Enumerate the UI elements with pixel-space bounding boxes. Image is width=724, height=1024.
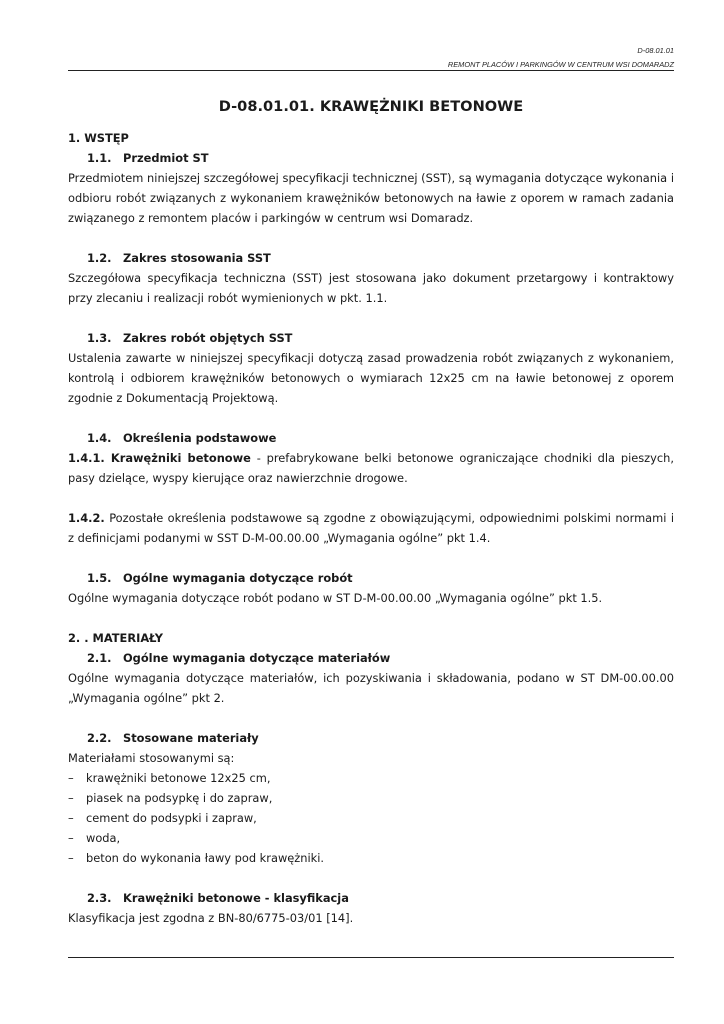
definition-text: - prefabrykowane belki betonowe ograniczające chodniki dla pieszych, pasy dzielące, wyspy kierujące oraz nawierzchnie drogowe. bbox=[68, 451, 674, 485]
subsection-1-2-text: Szczegółowa specyfikacja techniczna (SST) jest stosowana jako dokument przetargowy i kontraktowy przy zlecaniu i realizacji robót wymienionych w pkt. 1.1. bbox=[68, 271, 674, 305]
subsection-number: 2.3. bbox=[87, 891, 112, 905]
list-item: – beton do wykonania ławy pod krawężniki. bbox=[68, 848, 674, 868]
subsection-2-1-text: Ogólne wymagania dotyczące materiałów, ich pozyskiwania i składowania, podano w ST DM-00.00.00 „Wymagania ogólne” pkt 2. bbox=[68, 671, 674, 705]
subsection-2-1-heading bbox=[68, 648, 674, 668]
subsection-2-2-heading bbox=[68, 728, 674, 748]
materials-list bbox=[68, 768, 674, 868]
subsection-title: Stosowane materiały bbox=[123, 731, 259, 745]
header-project-name: REMONT PLACÓW I PARKINGÓW W CENTRUM WSI DOMARADZ bbox=[447, 60, 674, 69]
list-item: – krawężniki betonowe 12x25 cm, bbox=[68, 768, 674, 788]
subsection-2-3-heading bbox=[68, 888, 674, 908]
subsection-number: 1.1. bbox=[87, 151, 112, 165]
subsection-2-3-text: Klasyfikacja jest zgodna z BN-80/6775-03/01 [14]. bbox=[68, 911, 354, 925]
subsection-1-3-heading bbox=[68, 328, 674, 348]
subsection-title: Zakres robót objętych SST bbox=[123, 331, 293, 345]
definition-text: Pozostałe określenia podstawowe są zgodne z obowiązującymi, odpowiednimi polskimi normami i z definicjami podanymi w SST D-M-00.00.00 „Wymagania ogólne” pkt 1.4. bbox=[68, 511, 674, 545]
footer-rule bbox=[68, 957, 674, 958]
definition-1-4-2 bbox=[68, 508, 674, 548]
definition-label: 1.4.2. bbox=[68, 511, 105, 525]
subsection-1-1-text: Przedmiotem niniejszej szczegółowej specyfikacji technicznej (SST), są wymagania dotyczące wykonania i odbioru robót związanych z wykonaniem krawężników betonowych na ławie z oporem w ramach zadania związanego z remontem placów i parkingów w centrum wsi Domaradz. bbox=[68, 171, 674, 225]
list-item: – piasek na podsypkę i do zapraw, bbox=[68, 788, 674, 808]
subsection-number: 1.5. bbox=[87, 571, 112, 585]
subsection-1-2-heading bbox=[68, 248, 674, 268]
document-title: D-08.01.01. KRAWĘŻNIKI BETONOWE bbox=[218, 98, 524, 115]
subsection-1-3-text: Ustalenia zawarte w niniejszej specyfikacji dotyczą zasad prowadzenia robót związanych z wykonaniem, kontrolą i odbiorem krawężników betonowych o wymiarach 12x25 cm na ławie betonowej z oporem zgodnie z Dokumentacją Projektową. bbox=[68, 351, 674, 405]
subsection-1-5-heading bbox=[68, 568, 674, 588]
subsection-title: Ogólne wymagania dotyczące robót bbox=[123, 571, 353, 585]
subsection-number: 2.2. bbox=[87, 731, 112, 745]
subsection-number: 1.2. bbox=[87, 251, 112, 265]
header-doc-code: D-08.01.01 bbox=[637, 46, 674, 55]
definition-1-4-1 bbox=[68, 448, 674, 488]
page-header bbox=[68, 44, 674, 72]
subsection-number: 1.3. bbox=[87, 331, 112, 345]
document-body bbox=[68, 96, 674, 928]
definition-label: 1.4.1. Krawężniki betonowe bbox=[68, 451, 251, 465]
subsection-number: 2.1. bbox=[87, 651, 112, 665]
subsection-1-1-heading bbox=[68, 148, 674, 168]
list-item: – woda, bbox=[68, 828, 674, 848]
subsection-1-5-text: Ogólne wymagania dotyczące robót podano w ST D-M-00.00.00 „Wymagania ogólne” pkt 1.5. bbox=[68, 591, 603, 605]
subsection-title: Przedmiot ST bbox=[123, 151, 209, 165]
subsection-title: Zakres stosowania SST bbox=[123, 251, 271, 265]
section-2-heading: 2. . MATERIAŁY bbox=[68, 631, 163, 645]
subsection-1-4-heading bbox=[68, 428, 674, 448]
subsection-number: 1.4. bbox=[87, 431, 112, 445]
list-item: – cement do podsypki i zapraw, bbox=[68, 808, 674, 828]
materials-intro: Materiałami stosowanymi są: bbox=[68, 751, 235, 765]
subsection-title: Ogólne wymagania dotyczące materiałów bbox=[123, 651, 391, 665]
header-rule bbox=[68, 70, 674, 71]
subsection-title: Określenia podstawowe bbox=[123, 431, 277, 445]
section-1-heading: 1. WSTĘP bbox=[68, 131, 129, 145]
subsection-title: Krawężniki betonowe - klasyfikacja bbox=[123, 891, 349, 905]
